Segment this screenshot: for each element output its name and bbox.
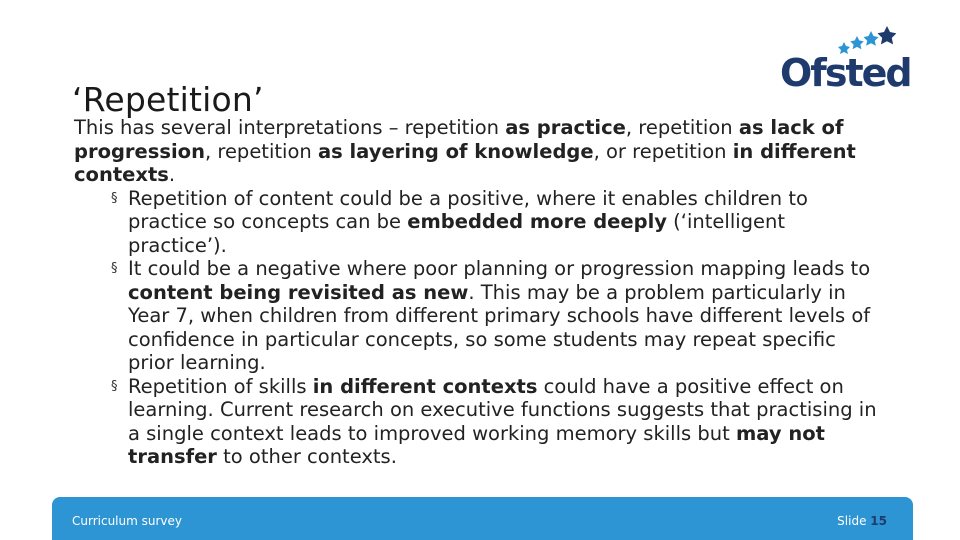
slide-body [74,116,884,469]
slide-label: Slide [837,514,867,528]
ofsted-logo [780,26,911,95]
intro-text: , or repetition [593,139,733,163]
bullet-list [74,187,884,469]
bullet-text: to other contexts. [216,445,397,468]
intro-text: . [168,163,176,186]
list-item [74,257,884,375]
bullet-text: It could be a negative where poor planning or progression mapping leads to [128,257,871,280]
slide-title: ‘Repetition’ [72,80,264,120]
bullet-text: (‘intelligent practice’). [128,210,786,257]
slide-footer [52,497,913,540]
bullet-marker: § [111,261,118,276]
list-item [74,187,884,258]
slide-number-label [837,514,887,528]
bullet-text: Repetition of content could be a positive, where it enables children to practice so concepts can be [128,186,808,233]
bullet-emphasis: in different contexts [312,374,538,398]
intro-emphasis: as lack of progression [74,116,844,163]
intro-emphasis: as layering of knowledge [317,139,594,163]
bullet-emphasis: embedded more deeply [407,210,667,233]
intro-emphasis: as practice [505,116,626,139]
bullet-emphasis: may not transfer [128,421,825,468]
bullet-text: . This may be a problem particularly in Year 7, when children from different primary schools have different levels of confidence in particular concepts, so some students may repeat specific prior learning. [128,280,871,374]
bullet-marker: § [111,190,118,206]
slide-number: 15 [870,514,887,528]
intro-emphasis: in different contexts [74,139,856,186]
intro-text: This has several interpretations – repetition [74,116,506,139]
intro-text: , repetition [625,116,739,139]
bullet-text: could have a positive effect on learning. Current research on executive functions suggests that practising in a single context leads to improved working memory skills but [128,374,877,445]
footer-label: Curriculum survey [72,514,182,528]
bullet-emphasis: content being revisited as new [128,280,469,304]
bullet-marker: § [111,378,118,394]
ofsted-wordmark: Ofsted [780,51,911,95]
list-item [74,375,884,469]
bullet-text: Repetition of skills [128,374,313,398]
intro-paragraph [74,116,884,187]
intro-text: , repetition [204,139,318,163]
